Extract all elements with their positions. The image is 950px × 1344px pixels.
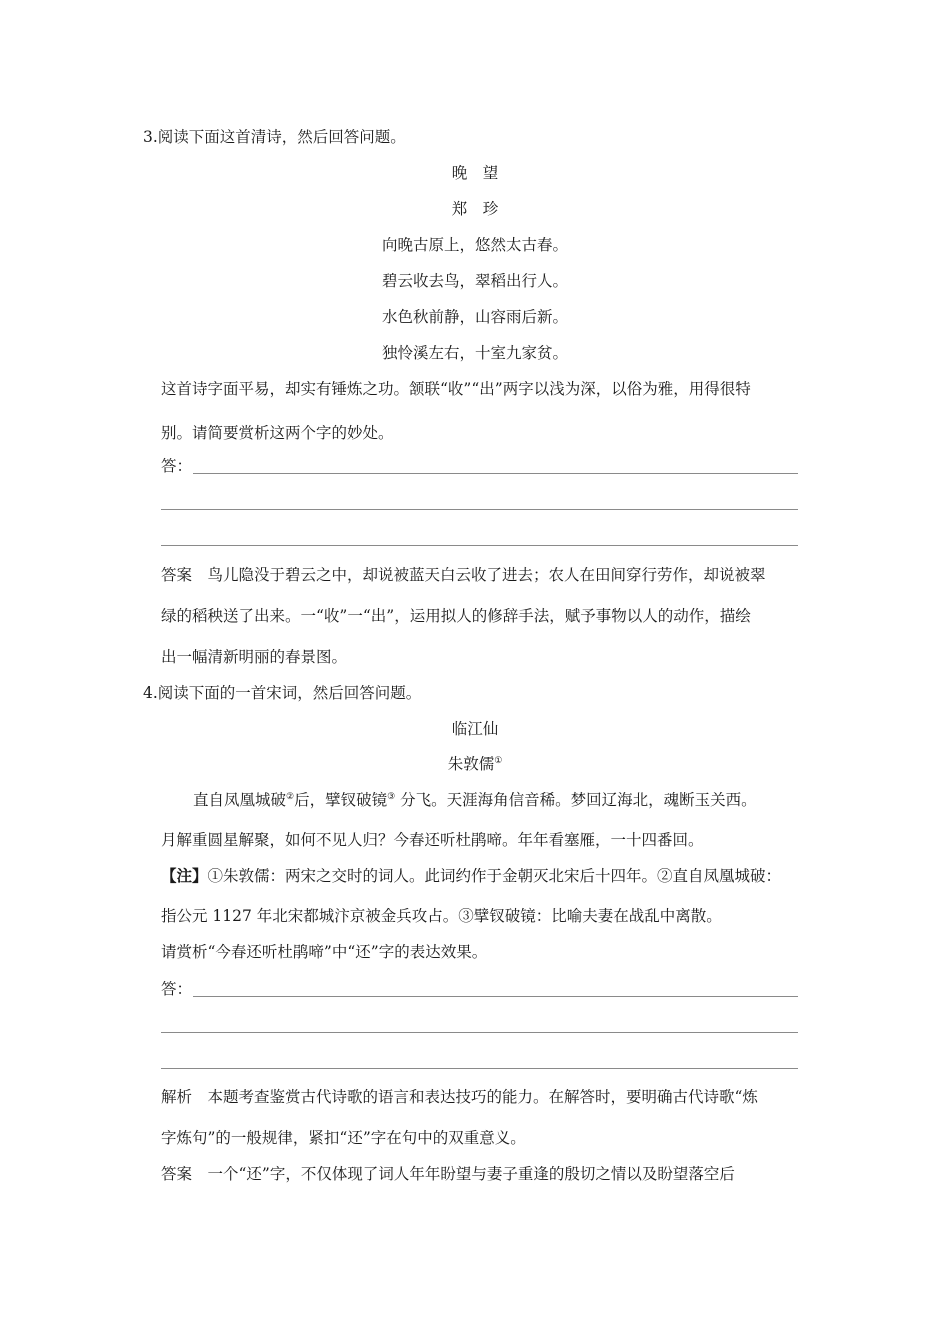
q3-answer-key-line: 绿的稻秧送了出来。一“收”一“出”，运用拟人的修辞手法，赋予事物以人的动作，描绘 (161, 607, 751, 625)
q4-stem: 4.阅读下面的一首宋词，然后回答问题。 (143, 684, 422, 702)
q4-ci-line: 月解重圆星解聚，如何不见人归？今春还听杜鹃啼。年年看塞雁，一十四番回。 (161, 831, 704, 849)
q4-answer-line[interactable] (161, 1068, 798, 1069)
q4-ci-line: 直自凤凰城破②后，擘钗破镜③ 分飞。天涯海角信音稀。梦回辽海北，魂断玉关西。 (193, 791, 757, 809)
q3-question-line: 别。请简要赏析这两个字的妙处。 (161, 424, 394, 442)
q3-poem-author: 郑 珍 (451, 200, 499, 218)
q4-question: 请赏析“今春还听杜鹃啼”中“还”字的表达效果。 (161, 943, 488, 961)
q4-ci-author: 朱敦儒① (447, 755, 503, 773)
q3-poem-line: 碧云收去鸟，翠稻出行人。 (381, 272, 568, 290)
q3-answer-line[interactable] (193, 473, 798, 474)
q4-ci-title: 临江仙 (451, 720, 499, 738)
q3-poem-title: 晚 望 (451, 164, 499, 182)
q3-poem-line: 独怜溪左右，十室九家贫。 (381, 344, 568, 362)
footnote-marker: ③ (387, 792, 396, 802)
q3-question-line: 这首诗字面平易，却实有锤炼之功。颔联“收”“出”两字以浅为深，以俗为雅，用得很特 (161, 380, 751, 398)
q4-answer-key-line: 答案 一个“还”字，不仅体现了词人年年盼望与妻子重逢的殷切之情以及盼望落空后 (161, 1165, 735, 1183)
q3-answer-line[interactable] (161, 545, 798, 546)
footnote-marker: ① (494, 756, 503, 766)
q3-poem-line: 水色秋前静，山容雨后新。 (381, 308, 568, 326)
q4-analysis-line: 字炼句”的一般规律，紧扣“还”字在句中的双重意义。 (161, 1129, 526, 1147)
q4-analysis-line: 解析 本题考查鉴赏古代诗歌的语言和表达技巧的能力。在解答时，要明确古代诗歌“炼 (161, 1088, 758, 1106)
q4-answer-label: 答： (161, 980, 193, 998)
q4-note-line: 【注】①朱敦儒：两宋之交时的词人。此词约作于金朝灭北宋后十四年。②直自凤凰城破： (161, 866, 782, 885)
note-label: 【注】 (161, 866, 208, 885)
q3-answer-label: 答： (161, 457, 193, 475)
q4-answer-line[interactable] (161, 1032, 798, 1033)
footnote-marker: ② (286, 792, 295, 802)
q3-answer-line[interactable] (161, 509, 798, 510)
q3-poem-line: 向晚古原上，悠然太古春。 (381, 236, 568, 254)
q3-answer-key-line: 答案 鸟儿隐没于碧云之中，却说被蓝天白云收了进去；农人在田间穿行劳作，却说被翠 (161, 566, 766, 584)
q3-stem: 3.阅读下面这首清诗，然后回答问题。 (143, 128, 406, 146)
q3-answer-key-line: 出一幅清新明丽的春景图。 (161, 648, 348, 666)
q4-note-line: 指公元 1127 年北宋都城汴京被金兵攻占。③擘钗破镜：比喻夫妻在战乱中离散。 (161, 907, 722, 925)
q4-answer-line[interactable] (193, 996, 798, 997)
